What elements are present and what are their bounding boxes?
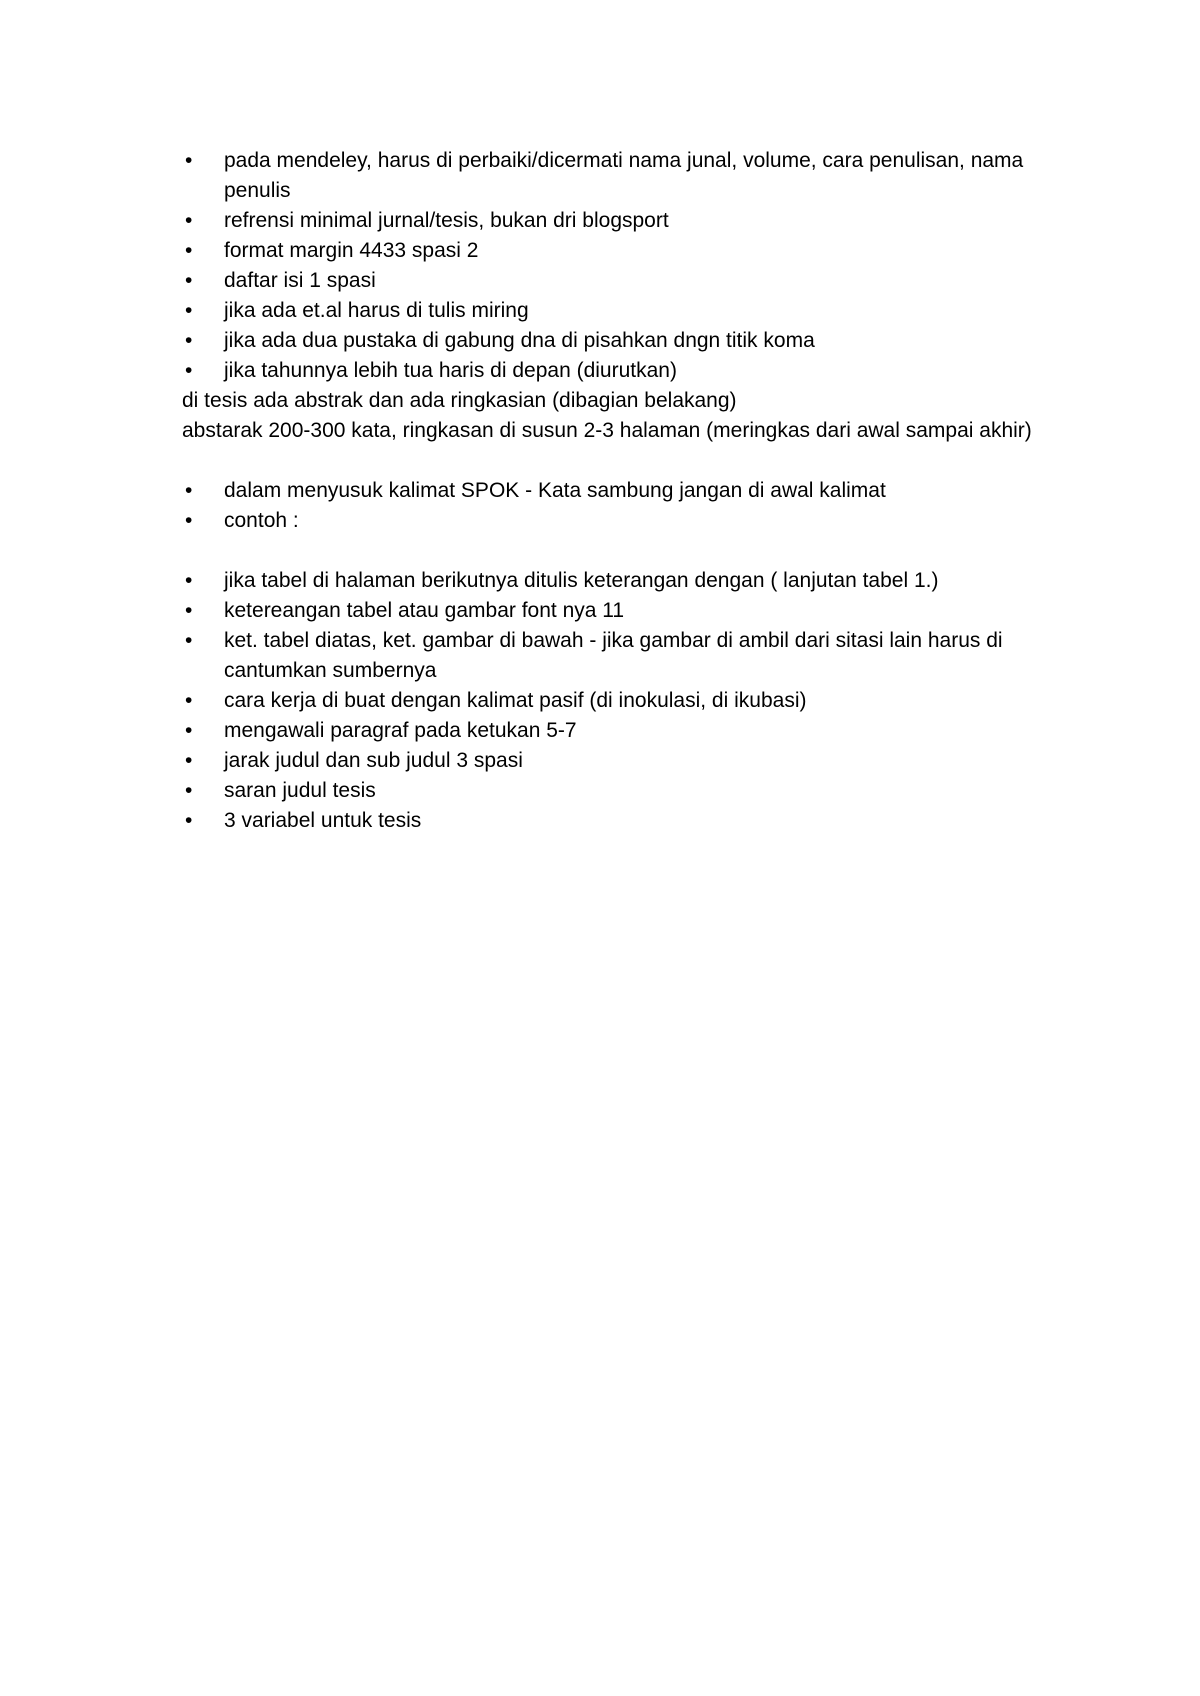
bullet-list-1: [182, 146, 1032, 386]
list-item: [182, 566, 1032, 596]
list-item-text: ket. tabel diatas, ket. gambar di bawah - jika gambar di ambil dari sitasi lain harus di cantumkan sumbernya: [224, 629, 1003, 682]
list-item: [182, 476, 1032, 506]
list-item-text: 3 variabel untuk tesis: [224, 809, 422, 832]
list-item-text: mengawali paragraf pada ketukan 5-7: [224, 719, 577, 742]
bullet-icon: •: [185, 599, 193, 622]
list-item-text: saran judul tesis: [224, 779, 376, 802]
list-item: [182, 296, 1032, 326]
list-item-text: pada mendeley, harus di perbaiki/dicermati nama junal, volume, cara penulisan, nama penulis: [224, 149, 1024, 202]
bullet-icon: •: [185, 329, 193, 352]
list-item: [182, 236, 1032, 266]
list-item-text: ketereangan tabel atau gambar font nya 11: [224, 599, 625, 622]
list-item-text: jika ada et.al harus di tulis miring: [224, 299, 529, 322]
bullet-list-3: [182, 566, 1032, 836]
paragraph: abstarak 200-300 kata, ringkasan di susun 2-3 halaman (meringkas dari awal sampai akhir): [182, 419, 1032, 442]
bullet-list-2: [182, 476, 1032, 536]
bullet-icon: •: [185, 569, 193, 592]
list-item-text: contoh :: [224, 509, 299, 532]
list-item: [182, 626, 1032, 686]
bullet-icon: •: [185, 359, 193, 382]
list-item: [182, 596, 1032, 626]
bullet-icon: •: [185, 269, 193, 292]
list-item-text: jarak judul dan sub judul 3 spasi: [224, 749, 523, 772]
list-item: [182, 686, 1032, 716]
list-item: [182, 206, 1032, 236]
bullet-icon: •: [185, 239, 193, 262]
list-item: [182, 776, 1032, 806]
document-body: [182, 146, 1032, 836]
paragraph: di tesis ada abstrak dan ada ringkasian (dibagian belakang): [182, 389, 737, 412]
bullet-icon: •: [185, 689, 193, 712]
list-item-text: daftar isi 1 spasi: [224, 269, 376, 292]
list-item: [182, 326, 1032, 356]
bullet-icon: •: [185, 509, 193, 532]
list-item-text: cara kerja di buat dengan kalimat pasif (di inokulasi, di ikubasi): [224, 689, 807, 712]
list-item: [182, 716, 1032, 746]
bullet-icon: •: [185, 809, 193, 832]
bullet-icon: •: [185, 719, 193, 742]
bullet-icon: •: [185, 149, 193, 172]
list-item-text: dalam menyusuk kalimat SPOK - Kata sambung jangan di awal kalimat: [224, 479, 886, 502]
list-item-text: jika tahunnya lebih tua haris di depan (diurutkan): [224, 359, 677, 382]
bullet-icon: •: [185, 749, 193, 772]
list-item: [182, 806, 1032, 836]
list-item: [182, 266, 1032, 296]
bullet-icon: •: [185, 479, 193, 502]
bullet-icon: •: [185, 629, 193, 652]
bullet-icon: •: [185, 779, 193, 802]
bullet-icon: •: [185, 299, 193, 322]
list-item: [182, 746, 1032, 776]
blank-line: [182, 446, 1032, 476]
list-item-text: jika tabel di halaman berikutnya ditulis keterangan dengan ( lanjutan tabel 1.): [224, 569, 939, 592]
list-item-text: jika ada dua pustaka di gabung dna di pisahkan dngn titik koma: [224, 329, 815, 352]
list-item: [182, 506, 1032, 536]
list-item-text: format margin 4433 spasi 2: [224, 239, 479, 262]
list-item-text: refrensi minimal jurnal/tesis, bukan dri blogsport: [224, 209, 669, 232]
list-item: [182, 356, 1032, 386]
blank-line: [182, 536, 1032, 566]
list-item: [182, 146, 1032, 206]
bullet-icon: •: [185, 209, 193, 232]
